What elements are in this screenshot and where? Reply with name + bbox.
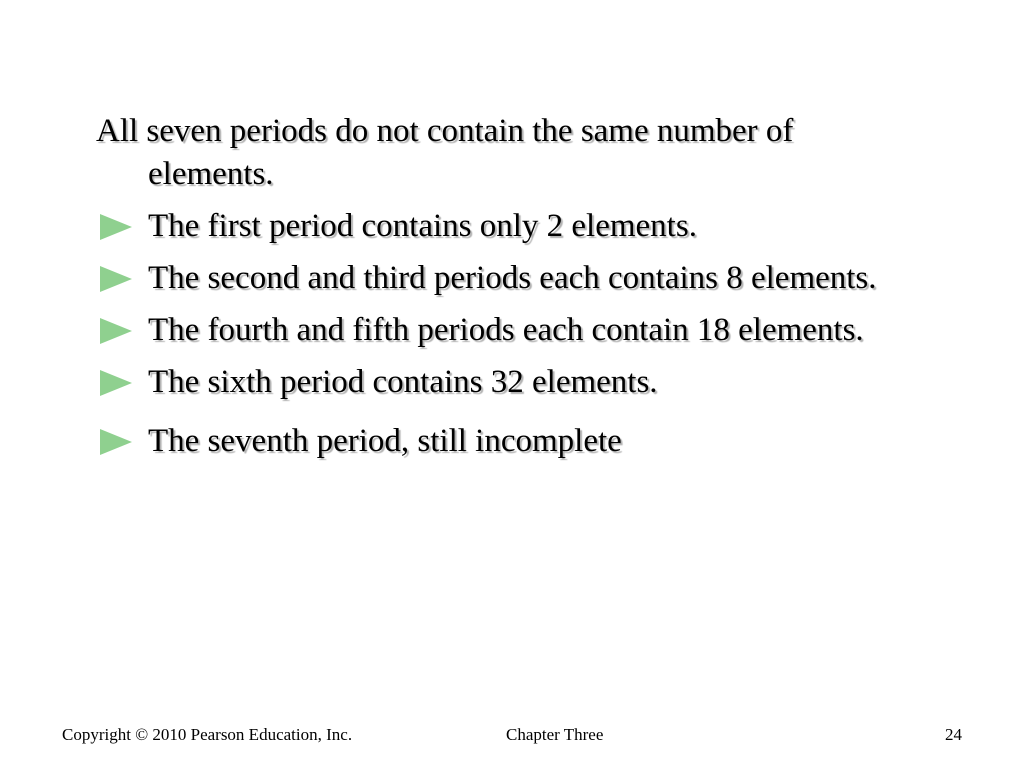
bullet-item (96, 205, 916, 248)
bullet-arrow-icon (100, 257, 134, 300)
bullet-arrow-icon (100, 205, 134, 248)
footer-page-number: 24 (945, 725, 962, 744)
bullet-text: The seventh period, still incomplete (148, 423, 622, 459)
bullet-item (96, 361, 916, 404)
bullet-item (96, 420, 916, 463)
footer-copyright: Copyright © 2010 Pearson Education, Inc. (62, 725, 353, 744)
bullet-item (96, 309, 916, 352)
bullet-arrow-icon (100, 309, 134, 352)
footer-chapter: Chapter Three (506, 725, 604, 744)
bullet-text: The sixth period contains 32 elements. (148, 364, 658, 400)
bullet-text: The fourth and fifth periods each contain 18 elements. (148, 312, 864, 348)
bullet-text: The first period contains only 2 elements. (148, 208, 697, 244)
intro-text: All seven periods do not contain the same number of elements. (96, 113, 794, 192)
bullet-arrow-icon (100, 420, 134, 463)
bullet-item (96, 257, 916, 300)
bullet-text: The second and third periods each contains 8 elements. (148, 260, 877, 296)
bullet-arrow-icon (100, 361, 134, 404)
slide-body (96, 110, 916, 472)
